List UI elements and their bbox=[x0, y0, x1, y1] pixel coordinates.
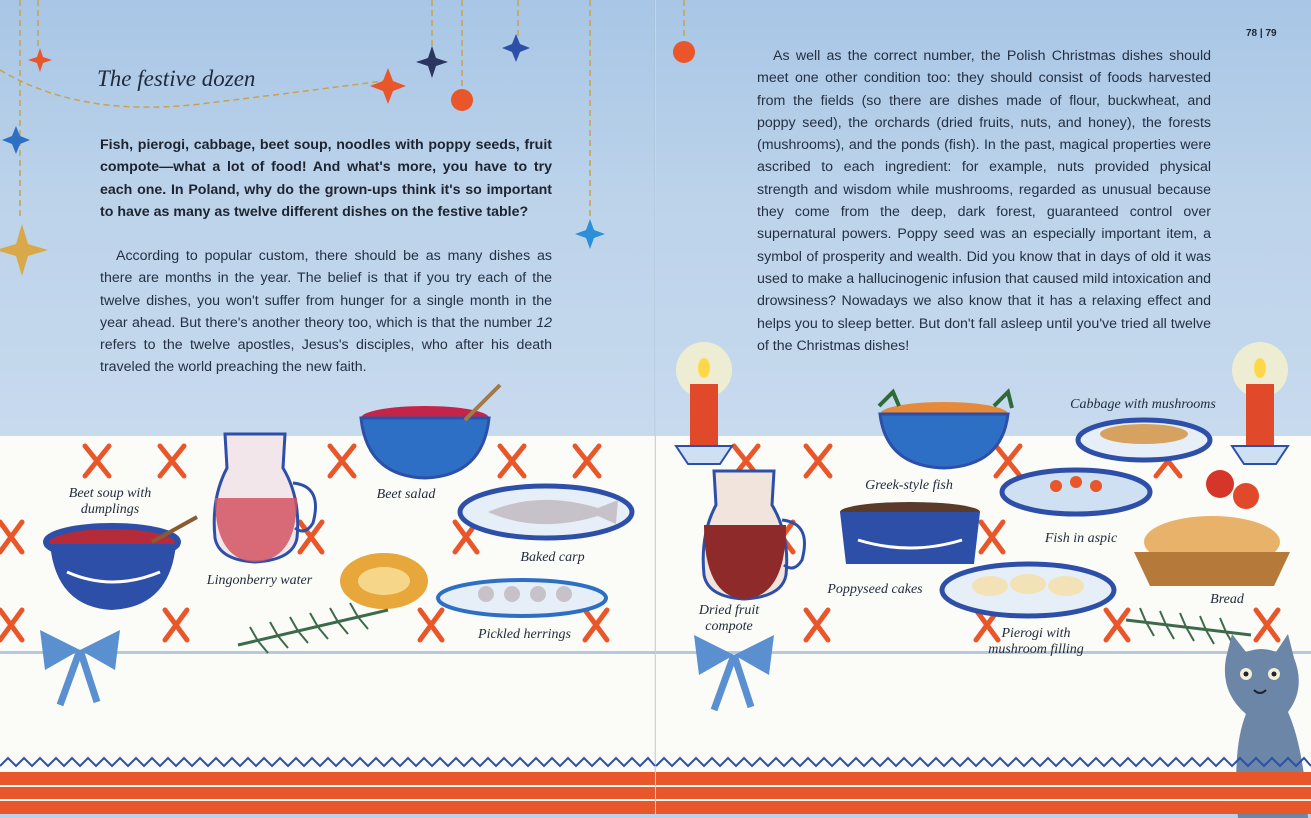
beet-salad-illustration bbox=[355, 400, 495, 480]
candle-right-icon bbox=[1224, 340, 1294, 470]
star-icon bbox=[28, 48, 52, 72]
page-numbers: 78 | 79 bbox=[1246, 28, 1277, 39]
bow-icon bbox=[35, 620, 125, 710]
dish-label-cabbage-with-mushrooms: Cabbage with mushrooms bbox=[1070, 397, 1216, 412]
body-text: refers to the twelve apostles, Jesus's disciples, who after his death traveled the world preaching the new faith. bbox=[100, 337, 552, 376]
dish-label-beet-soup: Beet soup with dumplings bbox=[68, 486, 152, 517]
dish-label-dried-fruit-compote: Dried fruit compote bbox=[698, 603, 760, 634]
beet-soup-illustration bbox=[42, 512, 212, 612]
star-icon bbox=[370, 68, 406, 104]
star-icon bbox=[2, 126, 30, 154]
body-text: According to popular custom, there should be as many dishes as there are months in the year. The belief is that if you try each of the twelve dishes, you won't suffer from hunger for a single month in the year ahead. But there's another theory too, which is that the number bbox=[100, 248, 552, 331]
dish-label-baked-carp: Baked carp bbox=[520, 550, 585, 565]
star-icon bbox=[416, 46, 448, 78]
left-page bbox=[0, 0, 655, 814]
cabbage-dish-illustration bbox=[1074, 418, 1214, 468]
star-icon bbox=[0, 224, 48, 276]
dish-label-greek-style-fish: Greek-style fish bbox=[865, 478, 953, 493]
pierogi-illustration bbox=[940, 560, 1120, 620]
pickled-herrings-illustration bbox=[436, 570, 616, 620]
candle-left-icon bbox=[668, 340, 738, 470]
body-paragraph-right: As well as the correct number, the Polish Christmas dishes should meet one other condition too: they should consist of foods harvested from the fields (so there are dishes made of flour, buckwheat, and poppy seed), the orchards (dried fruits, nuts, and honey), the forests (mushrooms), and the ponds (fish). In the past, magical properties were ascribed to each ingredient: for example, nuts provided physical strength and wisdom while mushrooms, regarded as unusual because they come from the deep, dark forest, guaranteed control over supernatural powers. Poppy seed was an especially important item, a symbol of prosperity and wealth. Did you know that in days of old it was used to make a hallucinogenic infusion that caused mild intoxication and drowsiness? Nowadays we also know that it has a relaxing effect and helps you to sleep better. But don't fall asleep until you've tried all twelve of the Christmas dishes! bbox=[757, 48, 1211, 354]
fish-aspic-illustration bbox=[1000, 466, 1160, 516]
dish-label-lingonberry-water: Lingonberry water bbox=[206, 573, 313, 588]
hanging-star-illustration bbox=[656, 0, 716, 80]
zigzag-border bbox=[656, 758, 1311, 814]
dish-label-pickled-herrings: Pickled herrings bbox=[478, 627, 571, 642]
right-page bbox=[656, 0, 1311, 814]
baked-carp-illustration bbox=[458, 482, 638, 542]
intro-paragraph: Fish, pierogi, cabbage, beet soup, noodles with poppy seeds, fruit compote—what a lot of food! And what's more, you have to try each one. In Poland, why do the grown-ups think it's so important to have as many as twelve different dishes on the festive table? bbox=[100, 137, 552, 220]
lingonberry-jug-illustration bbox=[205, 428, 325, 568]
dish-label-fish-in-aspic: Fish in aspic bbox=[1044, 531, 1118, 546]
star-icon bbox=[575, 219, 605, 249]
fir-branch-icon bbox=[238, 600, 398, 660]
page-title: The festive dozen bbox=[97, 66, 256, 91]
greek-fish-illustration bbox=[874, 388, 1014, 468]
compote-jug-illustration bbox=[694, 465, 814, 605]
star-icon bbox=[502, 34, 530, 62]
bread-basket-illustration bbox=[1134, 510, 1294, 590]
body-italic-number: 12 bbox=[536, 314, 552, 331]
dish-label-poppyseed-cakes: Poppyseed cakes bbox=[827, 582, 923, 597]
zigzag-border bbox=[0, 758, 655, 814]
bow-icon bbox=[689, 625, 779, 715]
dish-label-beet-salad: Beet salad bbox=[376, 487, 436, 502]
star-icon bbox=[673, 41, 695, 63]
apple-icon bbox=[1204, 462, 1264, 512]
star-icon bbox=[451, 89, 473, 111]
dish-label-bread: Bread bbox=[1210, 592, 1244, 607]
body-paragraph-left bbox=[100, 245, 552, 379]
dish-label-pierogi: Pierogi with mushroom filling bbox=[988, 626, 1084, 657]
